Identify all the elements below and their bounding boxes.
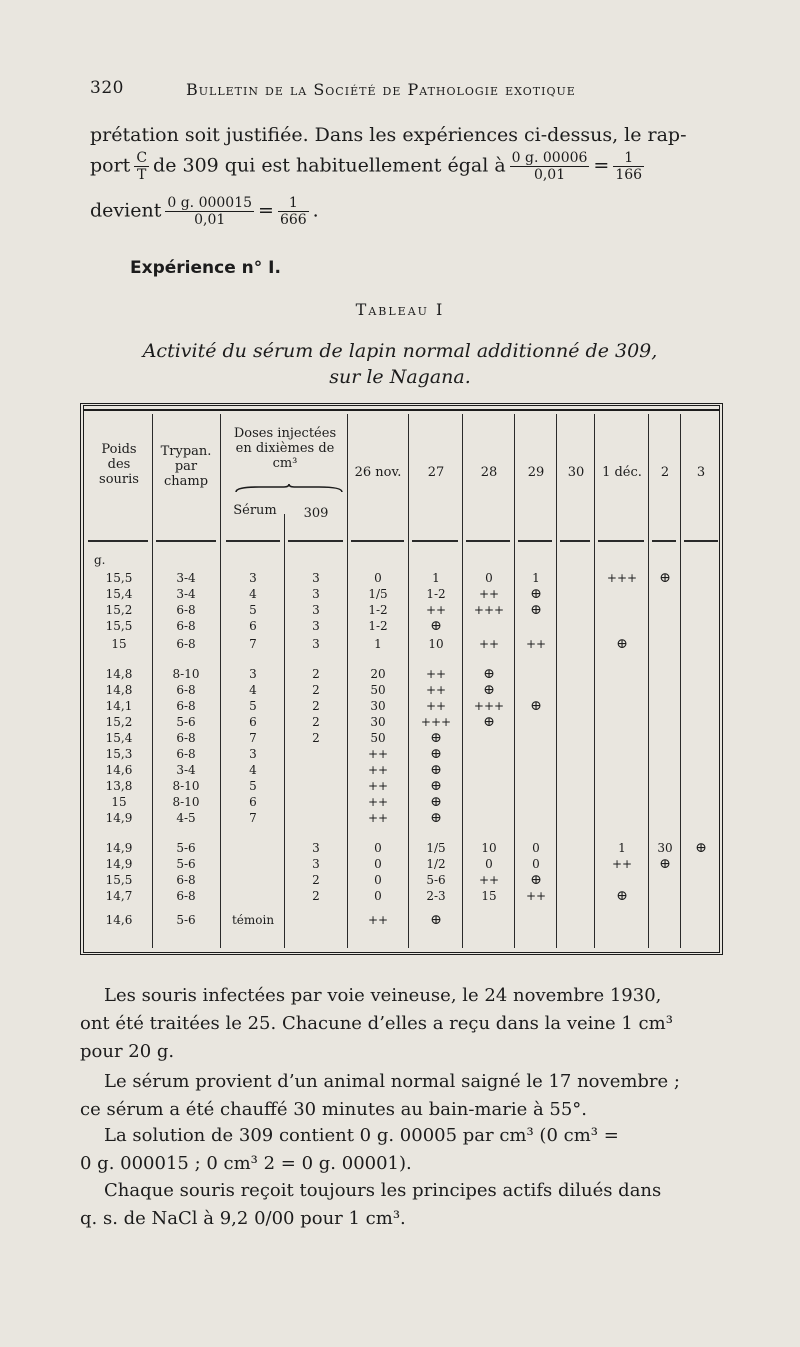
cell-serum: 6 [249, 715, 257, 729]
cell-d26: 20 [370, 667, 386, 681]
cell-serum: 5 [249, 779, 257, 793]
cell-d27: ++ [425, 683, 447, 697]
cell-d27: 1-2 [426, 587, 446, 601]
cell-d26: ++ [367, 811, 389, 825]
col-rule [648, 414, 649, 948]
cell-poids: 14,8 [105, 683, 133, 697]
fraction-dose [510, 150, 590, 183]
cell-trypan: 3-4 [176, 587, 196, 601]
cell-d29: ⊕ [530, 586, 542, 602]
cell-serum: 7 [249, 731, 257, 745]
cell-d2: ⊕ [659, 856, 671, 872]
cell-d28: ++ [478, 587, 500, 601]
cell-s309: 2 [312, 667, 320, 681]
cell-d26: 50 [370, 683, 386, 697]
cell-d26: 0 [374, 857, 382, 871]
cell-d28: 0 [485, 571, 493, 585]
fraction-ratio [613, 150, 644, 183]
cell-d28: ⊕ [483, 682, 495, 698]
frac-num: 0 g. 00006 [511, 150, 588, 166]
cell-d26: 1-2 [368, 603, 388, 617]
cell-d27: 2-3 [426, 889, 446, 903]
cell-serum: 4 [249, 683, 257, 697]
frac-num: 1 [278, 195, 309, 212]
header-rule [560, 540, 590, 544]
cell-d27: ⊕ [430, 778, 442, 794]
cell-d26: 0 [374, 571, 382, 585]
cell-trypan: 8-10 [172, 795, 200, 809]
cell-poids: 14,9 [105, 841, 133, 855]
equals-sign: = [258, 199, 274, 222]
cell-d29: ++ [525, 889, 547, 903]
frac-den: 166 [615, 167, 643, 183]
col-rule [220, 414, 221, 948]
cell-poids: 14,6 [105, 763, 133, 777]
frac-num: 1 [613, 150, 644, 167]
cell-s309: 3 [312, 571, 320, 585]
cell-trypan: 6-8 [176, 747, 196, 761]
cell-d28: ⊕ [483, 666, 495, 682]
cell-d28: ++ [478, 873, 500, 887]
cell-serum: 7 [249, 637, 257, 651]
cell-poids: 15,5 [105, 619, 133, 633]
intro-line-2 [90, 150, 648, 183]
cell-serum: 3 [249, 667, 257, 681]
paragraph-2-line-2: ce sérum a été chauffé 30 minutes au bain-marie à 55°. [80, 1099, 588, 1120]
paragraph-1-line-1: Les souris infectées par voie veineuse, le 24 novembre 1930, [104, 985, 662, 1006]
header-trypan: Trypan. par champ [160, 444, 212, 489]
cell-trypan: 6-8 [176, 603, 196, 617]
cell-d27: ⊕ [430, 746, 442, 762]
cell-d26: ++ [367, 913, 389, 927]
header-28: 28 [480, 465, 498, 480]
cell-d1: +++ [606, 571, 638, 585]
cell-poids: 14,6 [105, 913, 133, 927]
col-rule [514, 414, 515, 948]
cell-s309: 2 [312, 683, 320, 697]
cell-d26: 50 [370, 731, 386, 745]
header-1-dec: 1 déc. [602, 465, 642, 480]
cell-trypan: 5-6 [176, 841, 196, 855]
cell-d27: ++ [425, 603, 447, 617]
paragraph-2-line-1: Le sérum provient d’un animal normal saigné le 17 novembre ; [104, 1071, 680, 1092]
table-rule [84, 409, 719, 411]
results-table [80, 403, 723, 955]
cell-d26: 1/5 [368, 587, 388, 601]
cell-serum: 6 [249, 795, 257, 809]
cell-s309: 3 [312, 637, 320, 651]
cell-poids: 14,9 [105, 811, 133, 825]
running-title: Bulletin de la Société de Pathologie exotique [186, 80, 576, 99]
intro-line-3 [90, 195, 319, 228]
cell-serum: 6 [249, 619, 257, 633]
cell-d26: 30 [370, 699, 386, 713]
cell-poids: 15,2 [105, 603, 133, 617]
cell-d3: ⊕ [695, 840, 707, 856]
cell-trypan: 6-8 [176, 619, 196, 633]
cell-d26: ++ [367, 747, 389, 761]
table-caption-line-1: Activité du sérum de lapin normal additionné de 309, [142, 340, 658, 362]
fraction-c-t [134, 150, 149, 183]
equals-sign: = [593, 154, 610, 177]
paragraph-3-line-1: La solution de 309 contient 0 g. 00005 par cm³ (0 cm³ = [104, 1125, 619, 1146]
cell-d29: 1 [532, 571, 540, 585]
paragraph-1-line-2: ont été traitées le 25. Chacune d’elles a reçu dans la veine 1 cm³ [80, 1013, 673, 1034]
cell-trypan: 5-6 [176, 913, 196, 927]
cell-d29: ++ [525, 637, 547, 651]
intro-line-1: prétation soit justifiée. Dans les expériences ci-dessus, le rap- [90, 124, 687, 146]
cell-trypan: 8-10 [172, 779, 200, 793]
header-29: 29 [527, 465, 545, 480]
header-rule [518, 540, 552, 544]
intro-text: de 309 qui est habituellement égal à [153, 154, 506, 177]
cell-d1: 1 [618, 841, 626, 855]
experiment-title: Expérience n° I. [130, 258, 281, 278]
col-rule-serum [284, 514, 285, 948]
unit-label: g. [94, 553, 106, 567]
cell-d29: 0 [532, 857, 540, 871]
cell-trypan: 3-4 [176, 763, 196, 777]
cell-d27: 10 [428, 637, 444, 651]
paragraph-1-line-3: pour 20 g. [80, 1041, 175, 1062]
cell-d2: 30 [657, 841, 673, 855]
header-rule [351, 540, 404, 544]
cell-d26: 1-2 [368, 619, 388, 633]
cell-d27: ⊕ [430, 794, 442, 810]
cell-d29: 0 [532, 841, 540, 855]
col-rule [462, 414, 463, 948]
header-rule [88, 540, 148, 544]
cell-poids: 14,1 [105, 699, 133, 713]
cell-d27: +++ [420, 715, 452, 729]
cell-trypan: 3-4 [176, 571, 196, 585]
cell-s309: 3 [312, 841, 320, 855]
header-2: 2 [660, 465, 670, 480]
cell-d27: ⊕ [430, 618, 442, 634]
cell-poids: 15 [111, 795, 127, 809]
header-26-nov: 26 nov. [354, 465, 402, 480]
cell-d26: 0 [374, 841, 382, 855]
cell-d29: ⊕ [530, 872, 542, 888]
header-rule [598, 540, 644, 544]
header-rule [652, 540, 676, 544]
fraction-dose [165, 195, 254, 228]
cell-d27: ⊕ [430, 810, 442, 826]
cell-d1: ⊕ [616, 636, 628, 652]
frac-den: T [137, 167, 147, 183]
intro-text: devient [90, 199, 162, 222]
cell-poids: 14,8 [105, 667, 133, 681]
cell-serum: 5 [249, 603, 257, 617]
cell-trypan: 6-8 [176, 889, 196, 903]
cell-d26: ++ [367, 763, 389, 777]
cell-d28: 15 [481, 889, 497, 903]
cell-serum: 4 [249, 763, 257, 777]
header-poids: Poids des souris [99, 442, 139, 487]
cell-d27: 1 [432, 571, 440, 585]
paragraph-4-line-1: Chaque souris reçoit toujours les principes actifs dilués dans [104, 1180, 662, 1201]
cell-poids: 14,9 [105, 857, 133, 871]
cell-s309: 3 [312, 587, 320, 601]
cell-d27: ++ [425, 667, 447, 681]
cell-s309: 3 [312, 857, 320, 871]
cell-poids: 15,4 [105, 731, 133, 745]
cell-trypan: 6-8 [176, 637, 196, 651]
header-doses: Doses injectées en dixièmes de cm³ [233, 426, 337, 471]
cell-poids: 14,7 [105, 889, 133, 903]
col-rule [408, 414, 409, 948]
cell-poids: 15,2 [105, 715, 133, 729]
cell-s309: 2 [312, 889, 320, 903]
cell-d26: 0 [374, 889, 382, 903]
cell-s309: 2 [312, 715, 320, 729]
table-caption-line-2: sur le Nagana. [329, 366, 471, 388]
cell-d27: ⊕ [430, 762, 442, 778]
cell-d27: ++ [425, 699, 447, 713]
header-serum: Sérum [233, 503, 277, 518]
cell-poids: 15,3 [105, 747, 133, 761]
col-rule [556, 414, 557, 948]
cell-serum: 4 [249, 587, 257, 601]
cell-serum: 7 [249, 811, 257, 825]
cell-d28: 0 [485, 857, 493, 871]
cell-trypan: 6-8 [176, 699, 196, 713]
cell-d1: ⊕ [616, 888, 628, 904]
cell-s309: 2 [312, 873, 320, 887]
cell-d26: 0 [374, 873, 382, 887]
page-number: 320 [90, 78, 124, 98]
cell-d28: ++ [478, 637, 500, 651]
cell-d28: 10 [481, 841, 497, 855]
header-rule [466, 540, 510, 544]
cell-poids: 15,5 [105, 571, 133, 585]
cell-trypan: 6-8 [176, 683, 196, 697]
cell-poids: 15,5 [105, 873, 133, 887]
header-rule [412, 540, 458, 544]
cell-trypan: 6-8 [176, 873, 196, 887]
cell-d26: ++ [367, 795, 389, 809]
cell-d26: ++ [367, 779, 389, 793]
header-rule [226, 540, 280, 544]
cell-serum: 3 [249, 571, 257, 585]
col-rule [594, 414, 595, 948]
intro-text: port [90, 154, 131, 177]
cell-d27: 5-6 [426, 873, 446, 887]
header-rule [684, 540, 718, 544]
paragraph-3-line-2: 0 g. 000015 ; 0 cm³ 2 = 0 g. 00001). [80, 1153, 412, 1174]
cell-d2: ⊕ [659, 570, 671, 586]
cell-d29: ⊕ [530, 698, 542, 714]
cell-d27: 1/2 [426, 857, 446, 871]
header-309: 309 [303, 506, 329, 521]
fraction-ratio [278, 195, 309, 228]
cell-poids: 15 [111, 637, 127, 651]
header-rule [288, 540, 343, 544]
col-rule [680, 414, 681, 948]
cell-poids: 15,4 [105, 587, 133, 601]
cell-d28: +++ [473, 603, 505, 617]
cell-d26: 30 [370, 715, 386, 729]
cell-serum: témoin [231, 913, 275, 927]
cell-d27: ⊕ [430, 912, 442, 928]
cell-poids: 13,8 [105, 779, 133, 793]
cell-d28: +++ [473, 699, 505, 713]
frac-num: C [136, 150, 148, 166]
paragraph-4-line-2: q. s. de NaCl à 9,2 0/00 pour 1 cm³. [80, 1208, 406, 1229]
header-3: 3 [696, 465, 706, 480]
cell-trypan: 4-5 [176, 811, 196, 825]
cell-s309: 2 [312, 699, 320, 713]
cell-serum: 3 [249, 747, 257, 761]
cell-trypan: 5-6 [176, 715, 196, 729]
header-27: 27 [427, 465, 445, 480]
cell-s309: 2 [312, 731, 320, 745]
table-label: Tableau I [355, 300, 445, 319]
cell-trypan: 8-10 [172, 667, 200, 681]
cell-d27: ⊕ [430, 730, 442, 746]
cell-s309: 3 [312, 619, 320, 633]
header-30: 30 [567, 465, 585, 480]
cell-d26: 1 [374, 637, 382, 651]
frac-den: 666 [279, 212, 307, 228]
col-rule [152, 414, 153, 948]
cell-trypan: 5-6 [176, 857, 196, 871]
period: . [312, 199, 319, 222]
cell-trypan: 6-8 [176, 731, 196, 745]
cell-serum: 5 [249, 699, 257, 713]
cell-s309: 3 [312, 603, 320, 617]
frac-den: 0,01 [533, 167, 566, 183]
header-rule [156, 540, 216, 544]
cell-d27: 1/5 [426, 841, 446, 855]
cell-d28: ⊕ [483, 714, 495, 730]
brace-icon [234, 484, 344, 494]
frac-den: 0,01 [194, 212, 226, 228]
frac-num: 0 g. 000015 [167, 195, 253, 211]
cell-d1: ++ [611, 857, 633, 871]
cell-d29: ⊕ [530, 602, 542, 618]
